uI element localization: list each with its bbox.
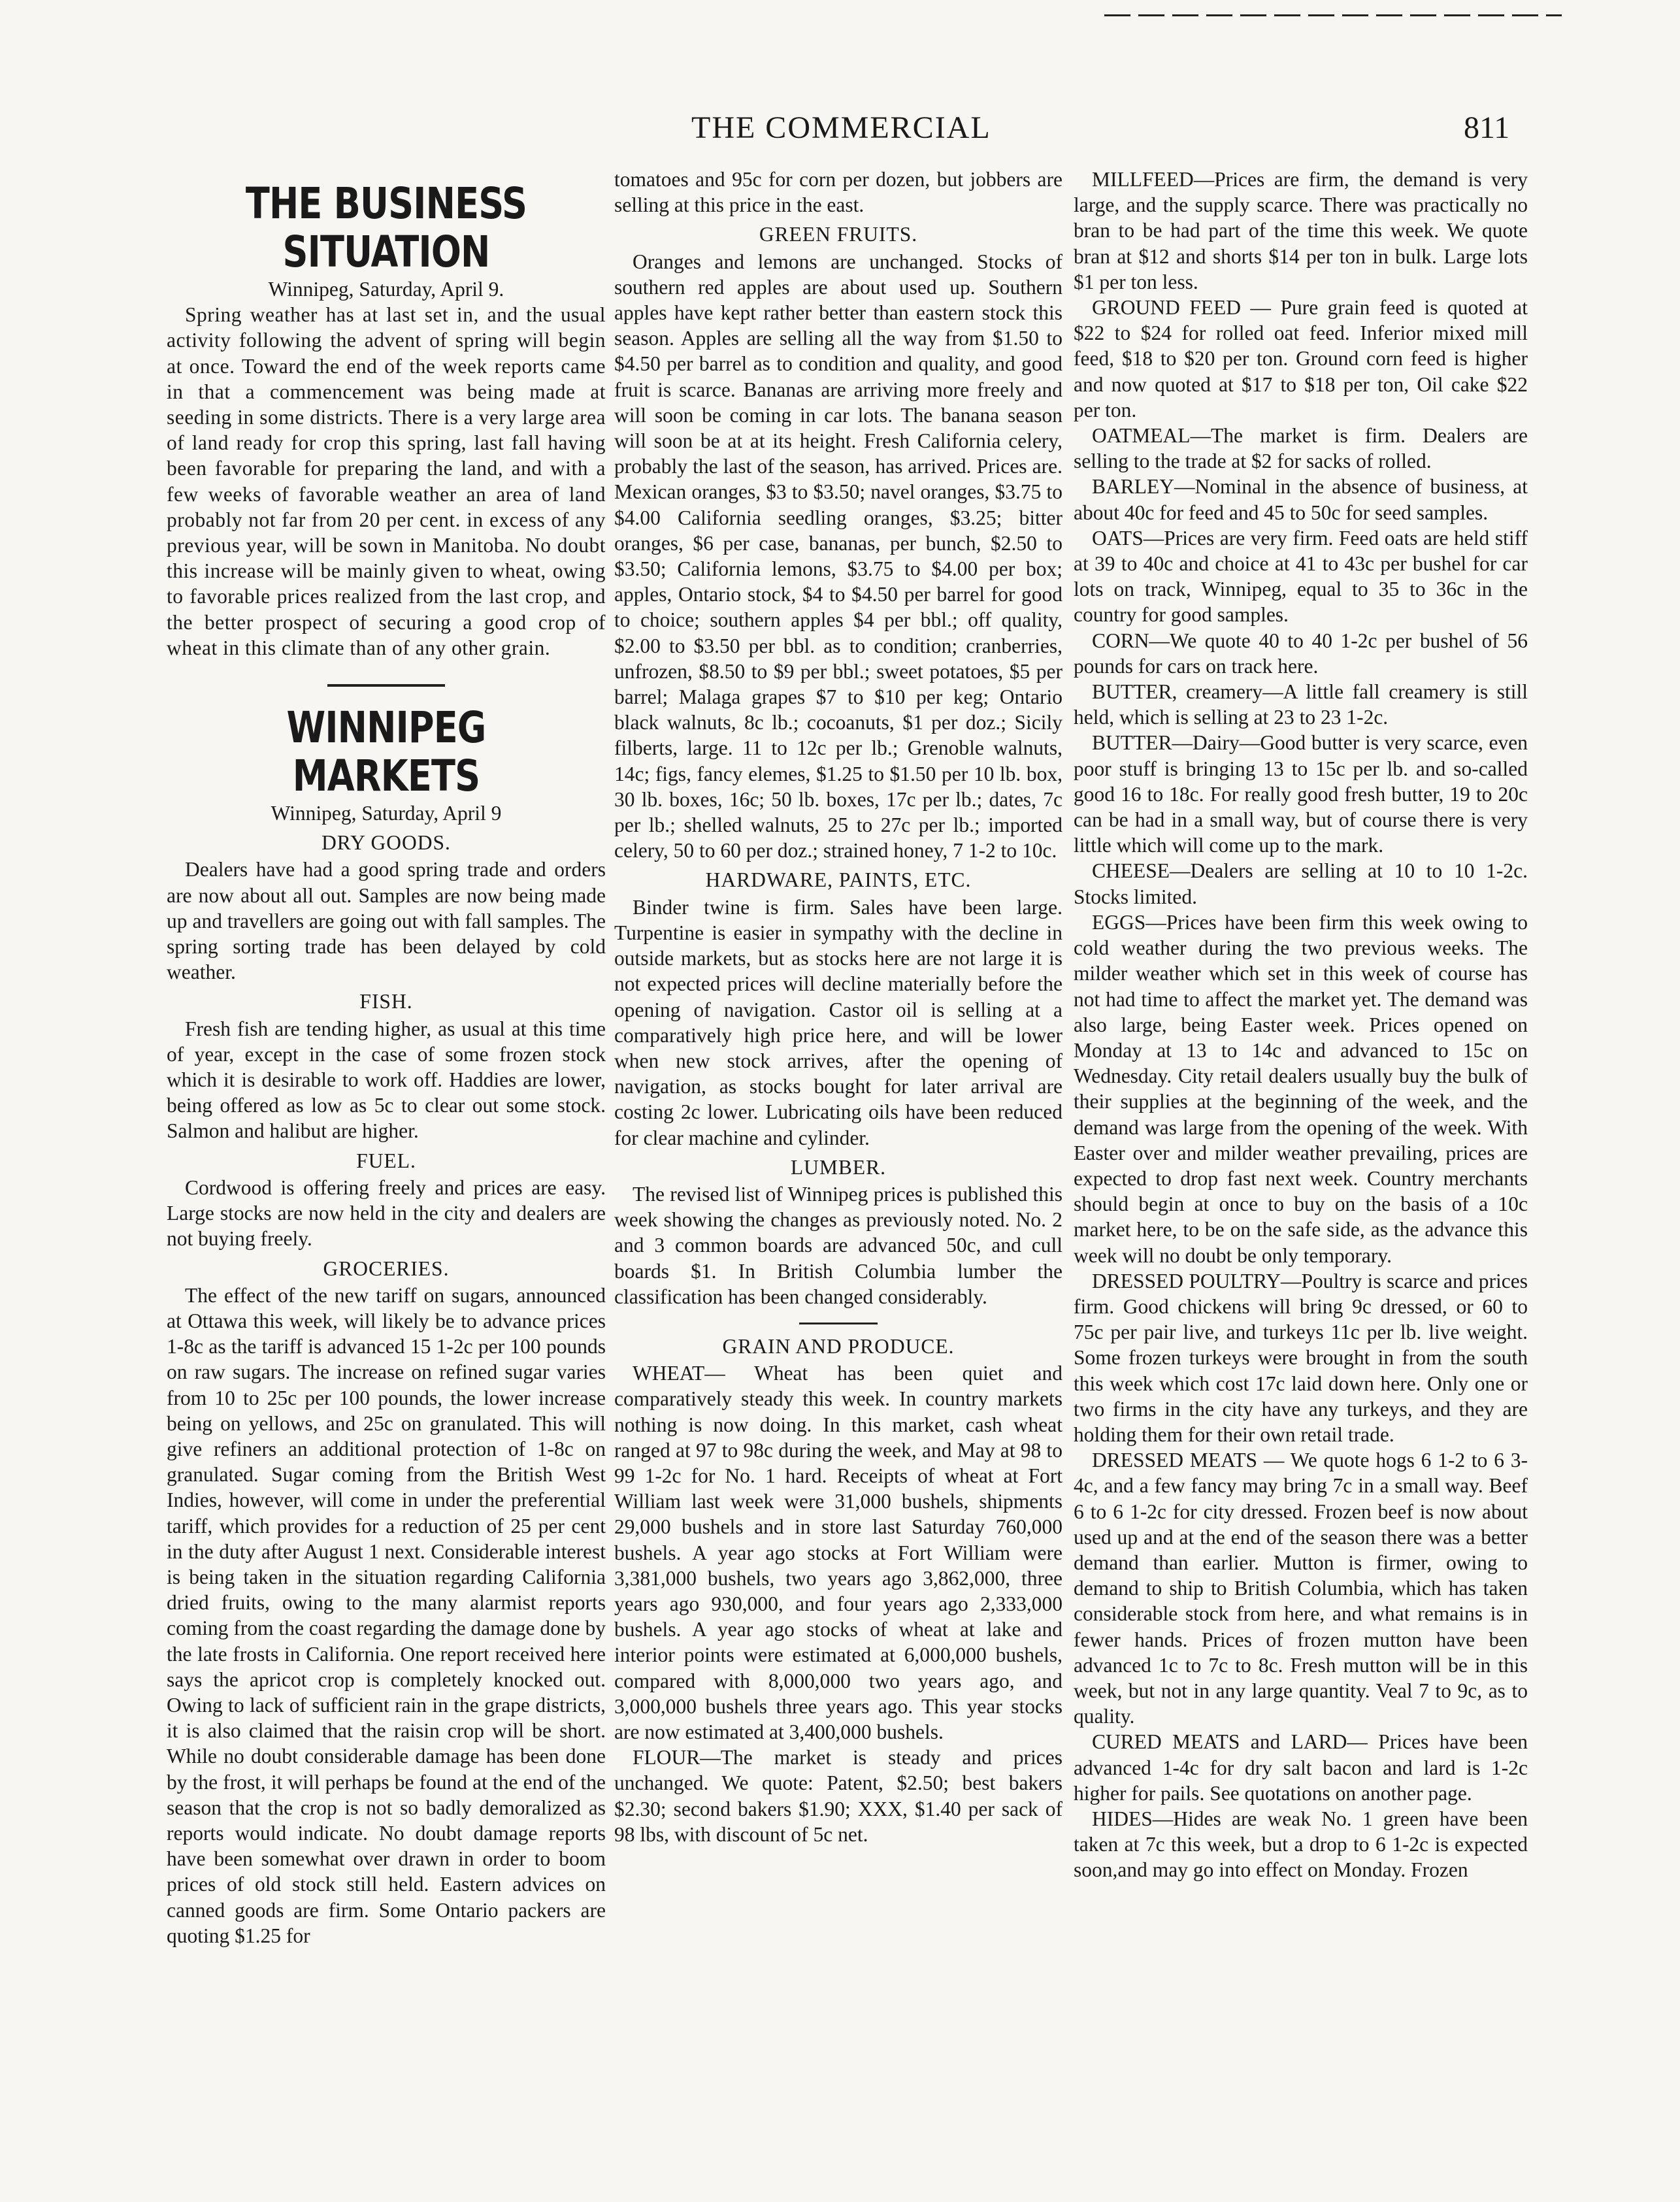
top-rule [1104,14,1562,16]
butter-dairy-text: BUTTER—Dairy—Good butter is very scarce, even poor stuff is bringing 13 to 15c per lb. and so-called good 16 to 18c. For really good fresh butter, 19 to 20c can be had in a small way, but of course there is very little which will come up to the mark. [1074,731,1528,857]
page-number: 811 [1464,110,1510,145]
column-2 [614,167,1062,1847]
ground-feed-text: GROUND FEED — Pure grain feed is quoted at $22 to $24 for rolled oat feed. Inferior mixed mill feed, $18 to $20 per ton. Ground corn feed is higher and now quoted at $17 to $18 per ton, Oil cake $22 per ton. [1074,296,1528,421]
grain-produce-heading: GRAIN AND PRODUCE. [722,1334,955,1358]
corn-text: CORN—We quote 40 to 40 1-2c per bushel of 56 pounds for cars on track here. [1074,629,1528,678]
wheat-text: WHEAT— Wheat has been quiet and comparatively steady this week. In country markets nothing is now doing. In this market, cash wheat ranged at 97 to 98c during the week, and May at 98 to 99 1-2c for No. 1 hard. Receipts of wheat at Fort William last week were 31,000 bushels, shipments 29,000 bushels and in store last Saturday 760,000 bushels. A year ago stocks at Fort William were 3,381,000 bushels, two years ago 3,862,000, three years ago 930,000, and four years ago 2,333,000 bushels. A year ago stocks of wheat at lake and interior points were estimated at 6,000,000 bushels, compared with 8,000,000 two years ago, and 3,000,000 bushels three years ago. This year stocks are now estimated at 3,400,000 bushels. [614,1362,1062,1743]
section-divider [327,684,445,687]
lumber-text: The revised list of Winnipeg prices is published this week showing the changes as previously noted. No. 2 and 3 common boards are advanced 50c, and cull boards $1. In British Columbia lumber the classification has been changed considerably. [614,1182,1062,1308]
column-3 [1074,167,1528,1883]
green-fruits-text: Oranges and lemons are unchanged. Stocks of southern red apples are about used up. Southern apples have kept rather better than eastern stock this season. Apples are selling all the way from $1.50 to $4.50 per barrel as to condition and quality, and good fruit is scarce. Bananas are arriving more freely and will soon be coming in car lots. The banana season will soon be at at its height. Fresh California celery, probably the last of the season, has arrived. Prices are. Mexican oranges, $3 to $3.50; navel oranges, $3.75 to $4.00 California seedling oranges, $3.25; bitter oranges, $6 per case, bananas, per bunch, $2.50 to $3.50; California lemons, $3.75 to $4.00 per box; apples, Ontario stock, $4 to $4.50 per barrel for good to choice; southern apples $4 per bbl.; off quality, $2.00 to $3.50 per bbl. as to condition; cranberries, unfrozen, $8.50 to $9 per bbl.; sweet potatoes, $5 per barrel; Malaga grapes $7 to $10 per keg; Ontario black walnuts, 8c lb.; cocoanuts, $1 per doz.; Sicily filberts, large. 11 to 12c per lb.; Grenoble walnuts, 14c; figs, fancy elemes, $1.25 to $1.50 per 10 lb. box, 30 lb. boxes, 16c; 50 lb. boxes, 17c per lb.; dates, 7c per lb.; shelled walnuts, 25 to 27c per lb.; imported celery, 50 to 60 per doz.; strained honey, 7 1-2 to 10c. [614,250,1062,863]
markets-dateline: Winnipeg, Saturday, April 9 [271,802,502,825]
fuel-text: Cordwood is offering freely and prices are easy. Large stocks are now held in the city and dealers are not buying freely. [167,1175,606,1251]
column-1 [167,180,606,1948]
millfeed-text: MILLFEED—Prices are firm, the demand is very large, and the supply scarce. There was practically no bran to be had part of the time this week. We quote bran at $12 and shorts $14 per ton in bulk. Large lots $1 per ton less. [1074,168,1528,293]
hardware-heading: HARDWARE, PAINTS, ETC. [705,868,972,892]
dressed-meats-text: DRESSED MEATS — We quote hogs 6 1-2 to 6 3-4c, and a few fancy may bring 7c in a small way. Beef 6 to 6 1-2c for city dressed. Frozen beef is now about used up and at the end of the season there was a better demand than earlier. Mutton is firmer, owing to demand to ship to British Columbia, which has taken considerable stock from here, and what remains is in fewer hands. Prices of frozen mutton have been advanced 1c to 7c to 8c. Fresh mutton will be in this week, but not in any large quantity. Veal 7 to 9c, as to quality. [1074,1449,1528,1728]
section-divider [799,1323,878,1324]
eggs-text: EGGS—Prices have been firm this week owing to cold weather during the two previous weeks. The milder weather which set in this week of course has not had time to affect the market yet. The demand was also large, being Easter week. Prices opened on Monday at 13 to 14c and advanced to 15c on Wednesday. City retail dealers usually buy the bulk of their supplies at the beginning of the week, and the demand was large from the opening of the week. With Easter over and milder weather prevailing, prices are expected to drop fast next week. Country merchants should begin at once to buy on the basis of a 10c market here, to be on the safe side, as the advance this week will no doubt be only temporary. [1074,910,1528,1267]
butter-creamery-text: BUTTER, creamery—A little fall creamery is still held, which is selling at 23 to 23 1-2c. [1074,680,1528,729]
oats-text: OATS—Prices are very firm. Feed oats are held stiff at 39 to 40c and choice at 41 to 43c per bushel for car lots on track, Winnipeg, equal to 35 to 36c in the country for good samples. [1074,526,1528,627]
business-situation-text: Spring weather has at last set in, and the usual activity following the advent of spring will begin at once. Toward the end of the week reports came in that a commencement was being made at seeding in some districts. There is a very large area of land ready for crop this spring, last fall having been favorable for preparing the land, and with a few weeks of favorable weather an area of land probably not far from 20 per cent. in excess of any previous year, will be sown in Manitoba. No doubt this increase will be mainly given to wheat, owing to favorable prices realized from the last crop, and the better prospect of securing a good crop of wheat in this climate than of any other grain. [167,303,606,659]
cured-meats-text: CURED MEATS and LARD— Prices have been advanced 1-4c for dry salt bacon and lard is 1-2c higher for pails. See quotations on another page. [1074,1730,1528,1805]
running-head: THE COMMERCIAL [691,110,991,145]
groceries-text: The effect of the new tariff on sugars, announced at Ottawa this week, will likely be to advance prices 1-8c as the tariff is advanced 15 1-2c per 100 pounds on raw sugars. The increase on refined sugar varies from 10 to 25c per 100 pounds, the lower increase being on yellows, and 25c on granulated. This will give refiners an additional protection of 1-8c on granulated. Sugar coming from the British West Indies, however, will come in under the preferential tariff, which provides for a reduction of 25 per cent in the duty after August 1 next. Considerable interest is being taken in the situation regarding California dried fruits, owing to the many alarmist reports coming from the coast regarding the damage done by the late frosts in California. One report received here says the apricot crop is completely knocked out. Owing to lack of sufficient rain in the grape districts, it is also claimed that the raisin crop will be short. While no doubt considerable damage has been done by the frost, it will perhaps be found at the end of the season that the crop is not so badly demoralized as reports would indicate. No doubt damage reports have been somewhat over drawn in order to boom prices of old stock still held. Eastern advices on canned goods are firm. Some Ontario packers are quoting $1.25 for [167,1283,606,1947]
dry-goods-heading: DRY GOODS. [321,831,451,855]
groceries-continuation: tomatoes and 95c for corn per dozen, but jobbers are selling at this price in the east. [614,168,1062,217]
oatmeal-text: OATMEAL—The market is firm. Dealers are selling to the trade at $2 for sacks of rolled. [1074,424,1528,473]
lumber-heading: LUMBER. [790,1155,887,1179]
dressed-poultry-text: DRESSED POULTRY—Poultry is scarce and prices firm. Good chickens will bring 9c dressed, or 60 to 75c per pair live, and turkeys 11c per lb. live weight. Some frozen turkeys were brought in from the south this week which cost 17c laid down here. Only one or two firms in the city have any turkeys, and they are holding them for their own retail trade. [1074,1269,1528,1446]
fish-text: Fresh fish are tending higher, as usual at this time of year, except in the case of some frozen stock which it is desirable to work off. Haddies are lower, being offered as low as 5c to clear out some stock. Salmon and halibut are higher. [167,1017,606,1143]
groceries-heading: GROCERIES. [323,1257,450,1280]
fuel-heading: FUEL. [356,1149,416,1172]
dry-goods-text: Dealers have had a good spring trade and orders are now about all out. Samples are now being made up and travellers are going out with fall samples. The spring sorting trade has been delayed by cold weather. [167,858,606,984]
green-fruits-heading: GREEN FRUITS. [759,223,918,246]
hides-text: HIDES—Hides are weak No. 1 green have been taken at 7c this week, but a drop to 6 1-2c is expected soon,and may go into effect on Monday. Frozen [1074,1807,1528,1882]
fish-heading: FISH. [359,990,413,1013]
winnipeg-markets-headline: WINNIPEG MARKETS [286,702,486,802]
business-dateline: Winnipeg, Saturday, April 9. [268,278,504,301]
cheese-text: CHEESE—Dealers are selling at 10 to 10 1-2c. Stocks limited. [1074,859,1528,908]
flour-text: FLOUR—The market is steady and prices unchanged. We quote: Patent, $2.50; best bakers $2.30; second bakers $1.90; XXX, $1.40 per sack of 98 lbs, with discount of 5c net. [614,1746,1062,1846]
barley-text: BARLEY—Nominal in the absence of business, at about 40c for feed and 45 to 50c for seed samples. [1074,475,1528,524]
business-situation-headline: THE BUSINESS SITUATION [245,178,527,277]
hardware-text: Binder twine is firm. Sales have been large. Turpentine is easier in sympathy with the decline in outside markets, but as stocks here are not large it is not expected prices will decline materially before the opening of navigation. Castor oil is selling at a comparatively high price here, and will be lower when new stock arrives, after the opening of navigation, as stocks bought for later arrival are costing 2c lower. Lubricating oils have been reduced for clear machine and cylinder. [614,895,1062,1149]
